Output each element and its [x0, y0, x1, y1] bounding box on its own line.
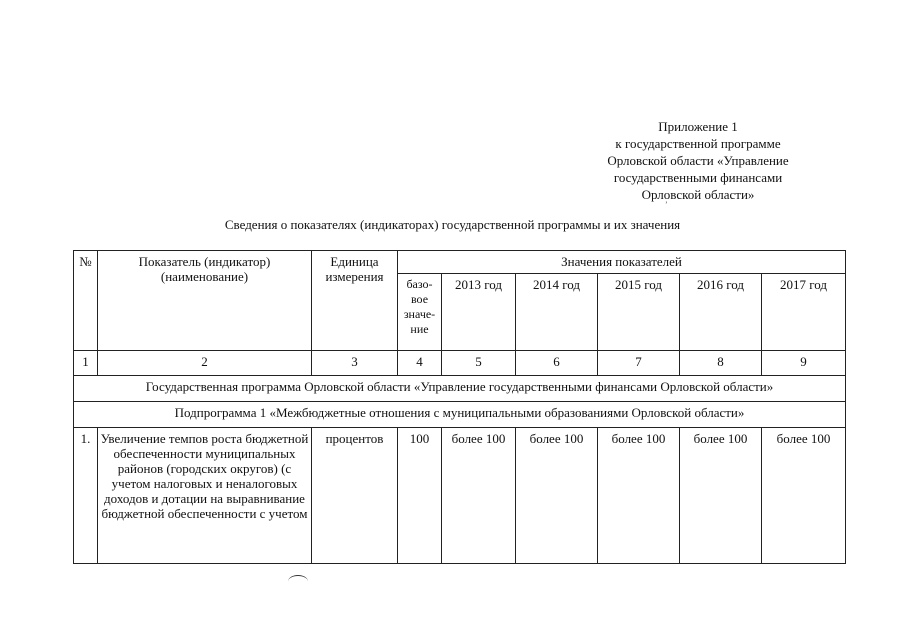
- scan-tick-mark: ’: [665, 200, 668, 209]
- annex-line: к государственной программе: [615, 136, 781, 151]
- annex-line: государственными финансами: [613, 170, 783, 185]
- table-row: [74, 428, 846, 564]
- subheader-base: [398, 274, 442, 351]
- row-value-2015: более 100: [598, 428, 680, 564]
- subheader-base-line: базо-: [406, 277, 433, 291]
- indicators-table: [73, 250, 846, 564]
- row-unit: процентов: [312, 428, 398, 564]
- header-name: Показатель (индикатор) (наименование): [98, 251, 312, 351]
- header-num: №: [74, 251, 98, 351]
- row-value-2014: более 100: [516, 428, 598, 564]
- column-number-row: [74, 351, 846, 376]
- subheader-year-2016: 2016 год: [680, 274, 762, 351]
- column-number: 3: [312, 351, 398, 376]
- header-row: [74, 251, 846, 274]
- column-number: 7: [598, 351, 680, 376]
- program-row: [74, 376, 846, 402]
- column-number: 1: [74, 351, 98, 376]
- column-number: 5: [442, 351, 516, 376]
- program-title: Государственная программа Орловской области «Управление государственными финансами Орловской области»: [74, 376, 846, 402]
- header-values: Значения показателей: [398, 251, 846, 274]
- subheader-year-2013: 2013 год: [442, 274, 516, 351]
- subheader-base-line: ние: [410, 322, 429, 336]
- subprogram-title: Подпрограмма 1 «Межбюджетные отношения с муниципальными образованиями Орловской области»: [74, 402, 846, 428]
- subheader-year-2014: 2014 год: [516, 274, 598, 351]
- row-base: 100: [398, 428, 442, 564]
- column-number: 4: [398, 351, 442, 376]
- row-value-2016: более 100: [680, 428, 762, 564]
- row-value-2013: более 100: [442, 428, 516, 564]
- column-number: 6: [516, 351, 598, 376]
- subprogram-row: [74, 402, 846, 428]
- annex-line: Орловской области «Управление: [607, 153, 789, 168]
- document-title: Сведения о показателях (индикаторах) государственной программы и их значения: [224, 217, 681, 232]
- subheader-base-line: вое: [410, 292, 429, 306]
- subheader-year-2015: 2015 год: [598, 274, 680, 351]
- subheader-base-line: значе-: [403, 307, 436, 321]
- column-number: 9: [762, 351, 846, 376]
- row-num: 1.: [74, 428, 98, 564]
- annex-caption: [578, 118, 818, 203]
- subheader-year-2017: 2017 год: [762, 274, 846, 351]
- annex-line: Орловской области»: [641, 187, 755, 202]
- scan-stroke-mark: [288, 575, 308, 588]
- header-unit: Единица измерения: [312, 251, 398, 351]
- column-number: 8: [680, 351, 762, 376]
- annex-line: Приложение 1: [658, 119, 738, 134]
- column-number: 2: [98, 351, 312, 376]
- row-name: Увеличение темпов роста бюджетной обеспеченности муниципальных районов (городских округов) (с учетом налоговых и неналоговых доходов и дотации на выравнивание бюджетной обеспеченности с учетом: [98, 428, 312, 564]
- row-value-2017: более 100: [762, 428, 846, 564]
